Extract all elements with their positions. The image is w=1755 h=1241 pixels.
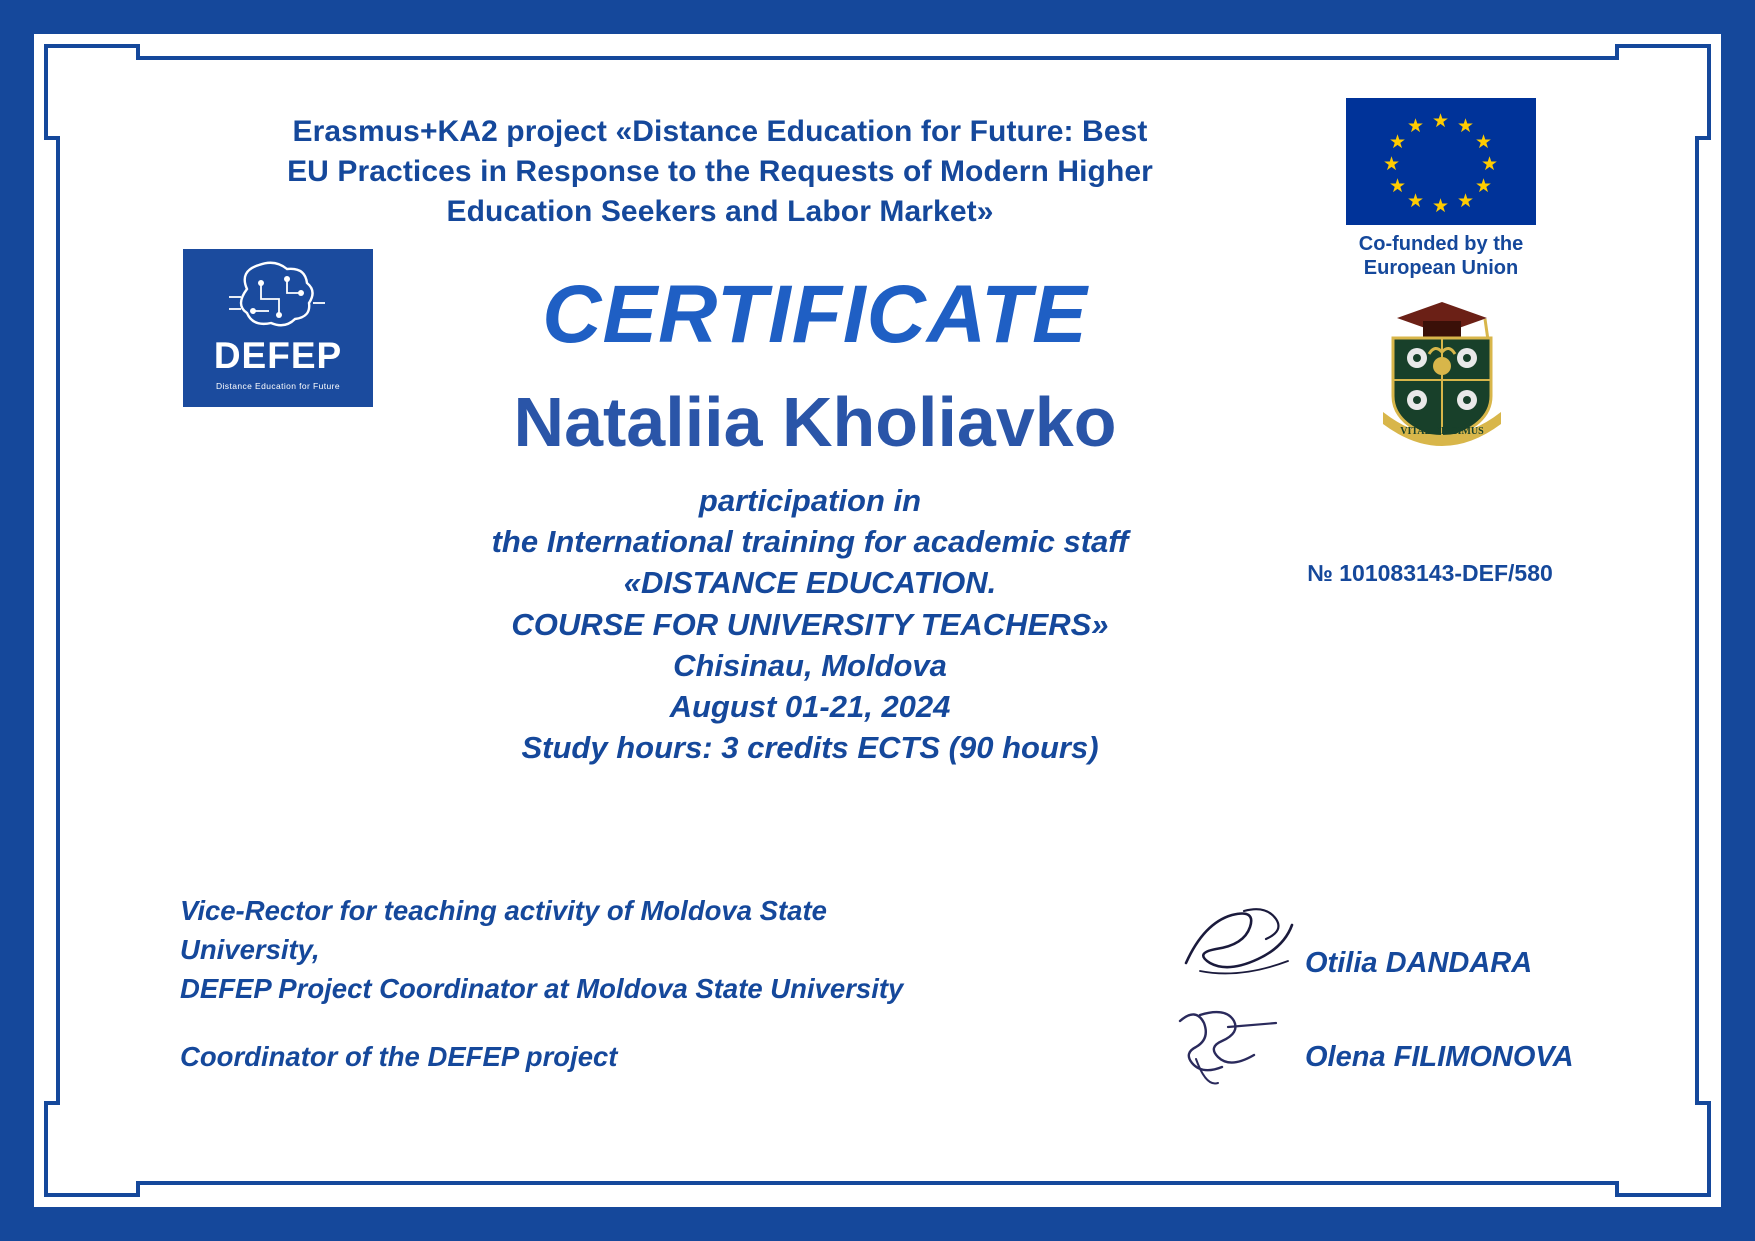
university-emblem-svg [1367, 288, 1517, 450]
body-line-3: «DISTANCE EDUCATION. [623, 565, 997, 601]
defep-wordmark: DEFEP [213, 335, 343, 376]
signature-mark-2 [1170, 1001, 1290, 1096]
body-line-1: participation in [698, 483, 922, 518]
project-title [215, 112, 1225, 232]
eu-star-icon: ★ [1383, 154, 1401, 175]
defep-logo [183, 249, 373, 407]
project-title-line-2: EU Practices in Response to the Requests of Modern Higher [287, 154, 1153, 188]
signatory-1-role-line-1: Vice-Rector for teaching activity of Moldova State University, [180, 895, 827, 966]
signature-mark-1 [1180, 901, 1310, 992]
certificate-body [360, 480, 1260, 769]
eu-star-icon: ★ [1432, 111, 1450, 132]
eu-star-icon: ★ [1407, 116, 1425, 137]
eu-star-icon: ★ [1389, 132, 1407, 153]
eu-star-icon: ★ [1389, 176, 1407, 197]
eu-star-icon: ★ [1475, 176, 1493, 197]
eu-star-icon: ★ [1432, 196, 1450, 217]
eu-caption-line-2: European Union [1363, 257, 1519, 280]
signatory-1-name: Otilia DANDARA [1305, 947, 1533, 979]
body-line-4: COURSE FOR UNIVERSITY TEACHERS» [511, 606, 1109, 642]
certificate-page [60, 60, 1695, 1181]
recipient-name: Nataliia Kholiavko [513, 383, 1117, 461]
eu-funding-caption [1335, 232, 1547, 281]
certificate-heading: CERTIFICATE [542, 269, 1088, 360]
body-line-6: August 01-21, 2024 [669, 689, 951, 725]
signatory-1-role-line-2: DEFEP Project Coordinator at Moldova State University [180, 973, 904, 1005]
eu-star-icon: ★ [1457, 191, 1475, 212]
signature-scribble-1-svg [1180, 901, 1310, 987]
body-line-7: Study hours: 3 credits ECTS (90 hours) [521, 730, 1099, 766]
eu-emblem-block [1335, 98, 1547, 281]
body-line-2: the International training for academic staff [491, 524, 1129, 560]
signature-block [180, 891, 1605, 1111]
project-title-line-3: Education Seekers and Labor Market» [446, 194, 994, 228]
european-union-flag-icon [1346, 98, 1536, 225]
signatory-2-role-line-1: Coordinator of the DEFEP project [180, 1041, 618, 1072]
eu-star-icon: ★ [1475, 132, 1493, 153]
certificate-number: № 101083143-DEF/580 [1307, 560, 1553, 586]
eu-star-icon: ★ [1407, 191, 1425, 212]
emblem-motto: VITAE DISCIMUS [1400, 426, 1484, 437]
body-line-5: Chisinau, Moldova [673, 647, 947, 683]
signature-scribble-2-svg [1170, 1001, 1290, 1091]
signatory-2-role [180, 1041, 617, 1073]
eu-star-icon: ★ [1481, 154, 1499, 175]
defep-tagline: Distance Education for Future [215, 381, 341, 391]
university-emblem-icon [1367, 288, 1517, 450]
project-title-line-1: Erasmus+KA2 project «Distance Education for Future: Best [292, 115, 1148, 148]
eu-caption-line-1: Co-funded by the [1358, 233, 1524, 255]
eu-star-icon: ★ [1457, 116, 1475, 137]
signatory-2-name: Olena FILIMONOVA [1305, 1041, 1574, 1073]
signatory-1-role [180, 891, 960, 1008]
